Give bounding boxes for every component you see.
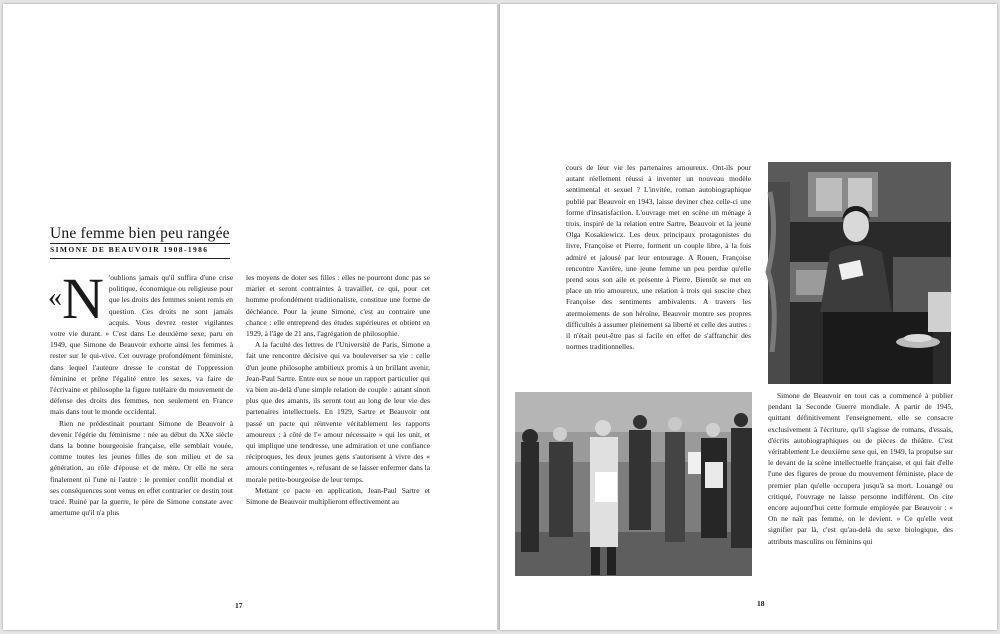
street-photo xyxy=(515,392,752,576)
title-rule-bottom xyxy=(50,258,230,259)
page-number-right: 18 xyxy=(757,599,765,608)
body-paragraph: Mettant ce pacte en application, Jean-Paul Sartre et Simone de Beauvoir multiplieront effectivement au xyxy=(246,485,430,507)
body-paragraph: les moyens de doter ses filles : elles ne pourront donc pas se marier et seront contraintes à travailler, ce qui, pour cet homme profondément traditionaliste, constitue une forme de déchéance. Pour la jeune Simone, c'est au contraire une chance : elle entreprend des études supérieures et obtient en 1929, à l'âge de 21 ans, l'agrégation de philosophie. xyxy=(246,273,430,339)
portrait-photo-image xyxy=(768,162,951,384)
right-column-1 xyxy=(566,162,751,392)
body-paragraph: 'oublions jamais qu'il suffira d'une crise politique, économique ou religieuse pour que les droits des femmes soient remis en question. Ces droits ne sont jamais acquis. Vous devrez rester vigilantes votre vie durant. » C'est dans Le deuxième sexe, paru en 1949, que Simone de Beauvoir exhorte ainsi les femmes à rester sur le qui-vive. Cet ouvrage profondément féministe, dans lequel l'auteure dresse le constat de l'oppression féminine et prône l'égalité entre les sexes, va faire de l'écrivaine et philosophe la figure tutélaire du mouvement de défense des droits des femmes, non seulement en France mais dans tout le monde occidental. xyxy=(50,273,233,417)
street-photo-image xyxy=(515,392,752,576)
left-page xyxy=(3,4,497,630)
right-page xyxy=(500,4,997,630)
body-paragraph: Simone de Beauvoir en tout cas a commencé à publier pendant la Seconde Guerre mondiale. A partir de 1945, quittant définitivement l'enseignement, elle se consacre exclusivement à l'écriture, qu'il s'agisse de romans, d'essais, d'écrits autobiographiques ou de pièces de théâtre. C'est véritablement Le deuxième sexe qui, en 1949, la propulse sur le devant de la scène intellectuelle française, et qui fait d'elle l'une des figures de proue du mouvement féministe, place de premier plan qu'elle occupera jusqu'à sa mort. Louangé ou critiqué, l'ouvrage ne laisse personne indifférent. On cite encore aujourd'hui cette formule employée par Beauvoir : « On ne naît pas femme, on le devient. » Ce qu'elle veut signifier par là, c'est qu'au-delà du sexe biologique, des attributs masculins ou féminins qui xyxy=(768,391,953,546)
left-column-2 xyxy=(246,272,430,595)
right-column-2 xyxy=(768,390,953,580)
portrait-photo xyxy=(768,162,951,384)
dropcap-quote: « xyxy=(48,282,62,313)
chapter-subtitle: SIMONE DE BEAUVOIR 1908-1986 xyxy=(50,245,209,254)
title-rule-top xyxy=(50,243,230,244)
chapter-title: Une femme bien peu rangée xyxy=(50,225,230,242)
left-column-1 xyxy=(48,266,233,595)
page-number-left: 17 xyxy=(235,601,243,610)
dropcap-letter: N xyxy=(62,266,104,331)
body-paragraph: Rien ne prédestinait pourtant Simone de Beauvoir à devenir l'égérie du féminisme : née au début du XXe siècle dans la bonne bourgeoisie française, elle semblait vouée, comme toutes les jeunes filles de son milieu et de sa génération, au rôle d'épouse et de mère. Or elle ne sera finalement ni l'une ni l'autre : le premier conflit mondial et ses conséquences sont venus en effet contrarier ce destin tout tracé. Ruiné par la guerre, le père de Simone constate avec amertume qu'il n'a plus xyxy=(50,418,233,518)
body-paragraph: A la faculté des lettres de l'Université de Paris, Simone a fait une rencontre décisive qui va bouleverser sa vie : celle d'un jeune philosophe ambitieux promis à un brillant avenir, Jean-Paul Sartre. Entre eux se noue un rapport particulier qui va bien au-delà d'une simple relation de couple : autant sinon plus que des amants, ils seront tout au long de leur vie des partenaires intellectuels. En 1929, Sartre et Beauvoir ont passé un pacte qui réinvente véritablement les rapports amoureux : à côté de l'« amour nécessaire » qui les unit, et qui implique une tendresse, une admiration et une confiance réciproques, les deux jeunes gens s'autorisent à vivre des « amours contingentes », refusant de se laisser enfermer dans la morale petite-bourgeoise de leur temps. xyxy=(246,340,430,484)
body-paragraph: cours de leur vie les partenaires amoureux. Ont-ils pour autant réellement réussi à inventer un nouveau modèle sentimental et sexuel ? L'invitée, roman autobiographique publié par Beauvoir en 1943, laisse deviner chez celle-ci une forme d'insatisfaction. L'ouvrage met en scène un ménage à trois, inspiré de la relation entre Sartre, Beauvoir et la jeune Olga Kosakiewicz. Les deux principaux protagonistes du livre, Françoise et Pierre, forment un couple libre, à la fois admiré et jalousé par leur entourage. A Rouen, Françoise rencontre Xavière, une jeune femme un peu perdue qu'elle prend sous son aile et présente à Pierre. Bientôt se met en place un trio amoureux, une relation à trois qui suscite chez Françoise des sentiments ambivalents. A travers les atermoiements de son héroïne, Beauvoir montre ses propres difficultés à assumer pleinement sa liberté et celle des autres : il n'était peut-être pas si facile en effet de s'affranchir des normes traditionnelles. xyxy=(566,163,751,352)
